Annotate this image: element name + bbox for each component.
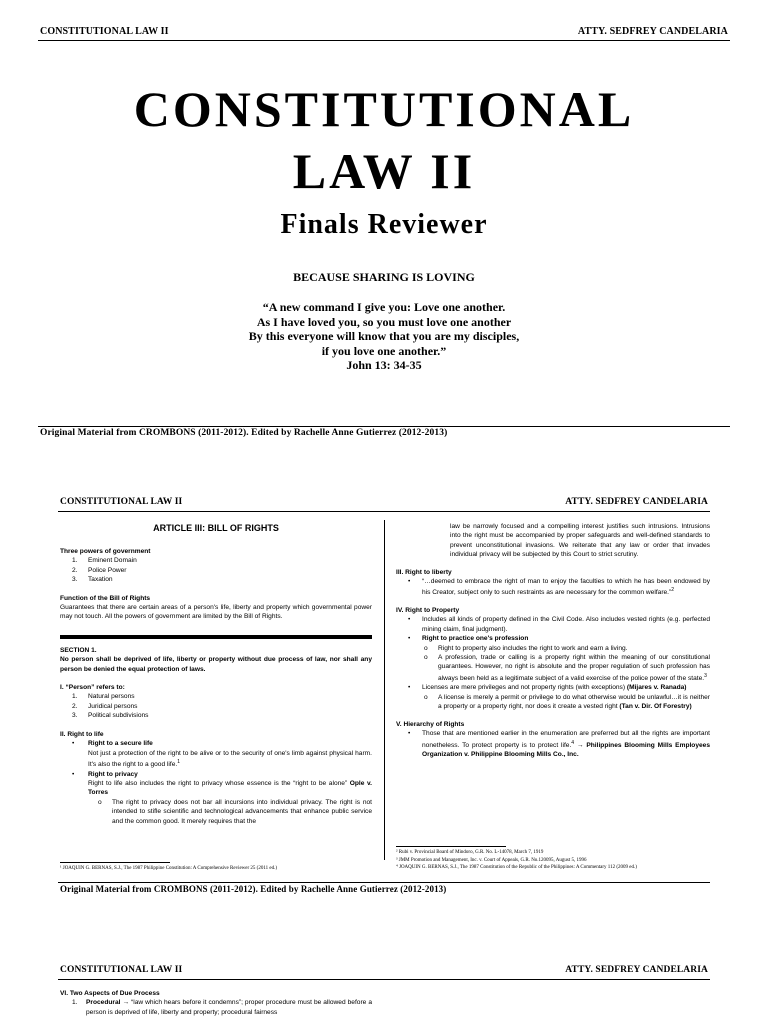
life-list (60, 739, 372, 826)
list-item: 2. Police Power (72, 566, 127, 574)
section-label: SECTION 1. (60, 646, 97, 654)
article-title: ARTICLE III: BILL OF RIGHTS (153, 523, 279, 533)
footnotes (396, 849, 716, 872)
list-item: o Right to property also includes the right to work and earn a living. (424, 644, 628, 652)
running-header-left: CONSTITUTIONAL LAW II (40, 26, 169, 37)
footnote-ref: 1 (177, 758, 181, 765)
privacy-continued: law be narrowly focused and a compelling interest justifies such intrusions. Intrusions into the right must be accompanied by proper safeguards and well-defined standards to prevent unconstitutional invasions. We reiterate that any law or order that invades individual privacy will be subjected by this Court to strict scrutiny. (450, 523, 710, 559)
footnote-ref: 2 (671, 587, 674, 594)
list-item: 2. Juridical persons (72, 702, 138, 710)
header-rule (58, 511, 710, 512)
property-heading: IV. Right to Property (396, 607, 460, 615)
running-header-right: ATTY. SEDFREY CANDELARIA (565, 497, 708, 507)
due-process-heading: VI. Two Aspects of Due Process (60, 990, 160, 997)
property-list (408, 615, 710, 711)
footnote-ref: 4 (571, 739, 575, 746)
circle-bullet-icon: o (424, 693, 428, 701)
list-item: 1. Procedural → “law which hears before it condemns”; proper procedure must be allowed before a person is deprived of life, liberty and property; procedural fairness (72, 999, 372, 1016)
list-item: o A license is merely a permit or privilege to do what otherwise would be unlawful…it is neither a property or a property right, nor does it create a vested right (Tan v. Dir. Of Forestry) (424, 693, 710, 711)
circle-bullet-icon: o (424, 644, 428, 652)
left-column (60, 989, 372, 1017)
footnote: ³ JMM Promotion and Management, Inc. v. Court of Appeals, G.R. No.120095, August 5, 1996 (396, 857, 587, 863)
document-subtitle: Finals Reviewer (280, 209, 488, 240)
powers-list (60, 556, 372, 584)
footer-credit: Original Material from CROMBONS (2011-2012). Edited by Rachelle Anne Gutierrez (2012-2013) (60, 884, 447, 894)
list-item: o A profession, trade or calling is a property right within the meaning of our constitutional guarantees. However, no right is absolute and the proper regulation of such profession has always been held as a legitimate subject of a valid exercise of the police power of the state.$^3$ (424, 654, 710, 683)
quote-line: By this everyone will know that you are my disciples, (248, 329, 520, 343)
footer-rule (58, 882, 710, 883)
list-item: • Right to practice one's profession o Right to property also includes the right to work and earn a living. o A profession, trade or calling is a property right within the meaning of our constitutional guarantees. However, no right is absolute and the proper regulation of such profession has always been held as a legitimate subject of a valid exercise of the police power of the state.$^3$ (408, 635, 710, 683)
list-item: o The right to privacy does not bar all incursions into individual privacy. The right is not intended to stifle scientific and technological advancements that enhance public service and the common good. It merely requires that the (98, 798, 372, 825)
left-column (60, 522, 372, 826)
bullet-icon: • (408, 578, 411, 586)
bullet-icon: • (72, 740, 75, 748)
list-item: • Includes all kinds of property defined in the Civil Code. Also includes vested rights (e.g. perfected mining claim, final judgment). (408, 616, 710, 633)
circle-bullet-icon: o (98, 798, 102, 806)
footer-credit: Original Material from CROMBONS (2011-2012). Edited by Rachelle Anne Gutierrez (2012-2013) (40, 428, 448, 438)
running-header-right: ATTY. SEDFREY CANDELARIA (565, 965, 708, 975)
running-header-left: CONSTITUTIONAL LAW II (60, 965, 183, 975)
footnote-ref: 3 (704, 672, 707, 679)
function-text: Guarantees that there are certain areas of a person's life, liberty and property which governmental power may not touch. All the powers of government are limited by the Bill of Rights. (60, 604, 372, 621)
list-item: • Right to a secure life Not just a protection of the right to be alive or to the security of one's limb against physical harm. It's also the right to a good life.$^1$ (72, 740, 372, 769)
running-header-right: ATTY. SEDFREY CANDELARIA (577, 26, 728, 37)
running-header-left: CONSTITUTIONAL LAW II (60, 497, 183, 507)
function-heading: Function of the Bill of Rights (60, 594, 151, 602)
list-item: 3. Political subdivisions (72, 712, 149, 720)
bullet-icon: • (408, 684, 411, 692)
bullet-icon: • (408, 616, 411, 624)
footnote: ⁴ JOAQUIN G. BERNAS, S.J., The 1987 Constitution of the Republic of the Philippines: A Commentary 112 (2009 ed.) (396, 865, 637, 870)
bible-quote (0, 300, 768, 373)
footer-rule (38, 426, 730, 427)
footnote-rule (60, 862, 170, 863)
liberty-heading: III. Right to liberty (396, 568, 452, 576)
header-rule (58, 979, 710, 980)
list-item: • Licenses are mere privileges and not property rights (with exceptions) (Mijares v. Ranada) o A license is merely a permit or privilege to do what otherwise would be unlawful…it is neither a property or a property right, nor does it create a vested right (Tan v. Dir. Of Forestry) (408, 684, 710, 711)
quote-line: As I have loved you, so you must love one another (256, 314, 512, 329)
life-heading: II. Right to life (60, 730, 104, 738)
list-item: • Right to privacy Right to life also includes the right to privacy whose essence is the “right to be alone” Ople v. Torres o The right to privacy does not bar all incursions into individual privacy. The right is not intended to stifle scientific and technological advancements that enhance public service and the common good. It merely requires that the (72, 770, 372, 825)
list-item: • “…deemed to embrace the right of man to enjoy the faculties to which he has been endowed by his Creator, subject only to such restraints as are necessary for the common welfare.”$^2$ (408, 578, 710, 597)
tagline: BECAUSE SHARING IS LOVING (293, 270, 475, 284)
list-item: • Those that are mentioned earlier in the enumeration are preferred but all the rights are important nonetheless. To protect property is to protect life.$^4$ → Philippines Blooming Mills Employees Organization v. Philippine Blooming Mills Co., Inc. (408, 730, 710, 759)
right-column (396, 522, 710, 760)
document-title-line-2: LAW II (292, 143, 476, 199)
persons-list (60, 692, 372, 720)
section-text: No person shall be deprived of life, liberty or property without due process of law, nor shall any person be denied the equal protection of laws. (60, 656, 372, 673)
quote-citation: John 13: 34-35 (346, 358, 422, 372)
section-divider (60, 635, 372, 639)
footnote: ¹ JOAQUIN G. BERNAS, S.J., The 1987 Philippine Constitution: A Comprehensive Reviewer 25 (2011 ed.) (60, 866, 278, 871)
list-item: 3. Taxation (72, 576, 113, 584)
quote-line: “A new command I give you: Love one another. (262, 300, 506, 314)
footnote: ² Rubi v. Provincial Board of Mindoro, G.R. No. L-14078, March 7, 1919 (396, 850, 544, 855)
bullet-icon: • (408, 635, 411, 643)
header-rule (38, 40, 730, 41)
circle-bullet-icon: o (424, 654, 428, 662)
person-heading: I. “Person” refers to: (60, 684, 125, 692)
list-item: 1. Natural persons (72, 693, 135, 701)
hierarchy-heading: V. Hierarchy of Rights (396, 720, 465, 728)
quote-line: if you love one another.” (321, 343, 447, 358)
bullet-icon: • (408, 730, 411, 738)
list-item: 1. Eminent Domain (72, 557, 137, 565)
bullet-icon: • (72, 770, 75, 778)
footnote-rule (396, 846, 506, 847)
column-divider (384, 520, 385, 860)
document-title-line-1: CONSTITUTIONAL (133, 81, 635, 137)
powers-heading: Three powers of government (60, 548, 151, 555)
